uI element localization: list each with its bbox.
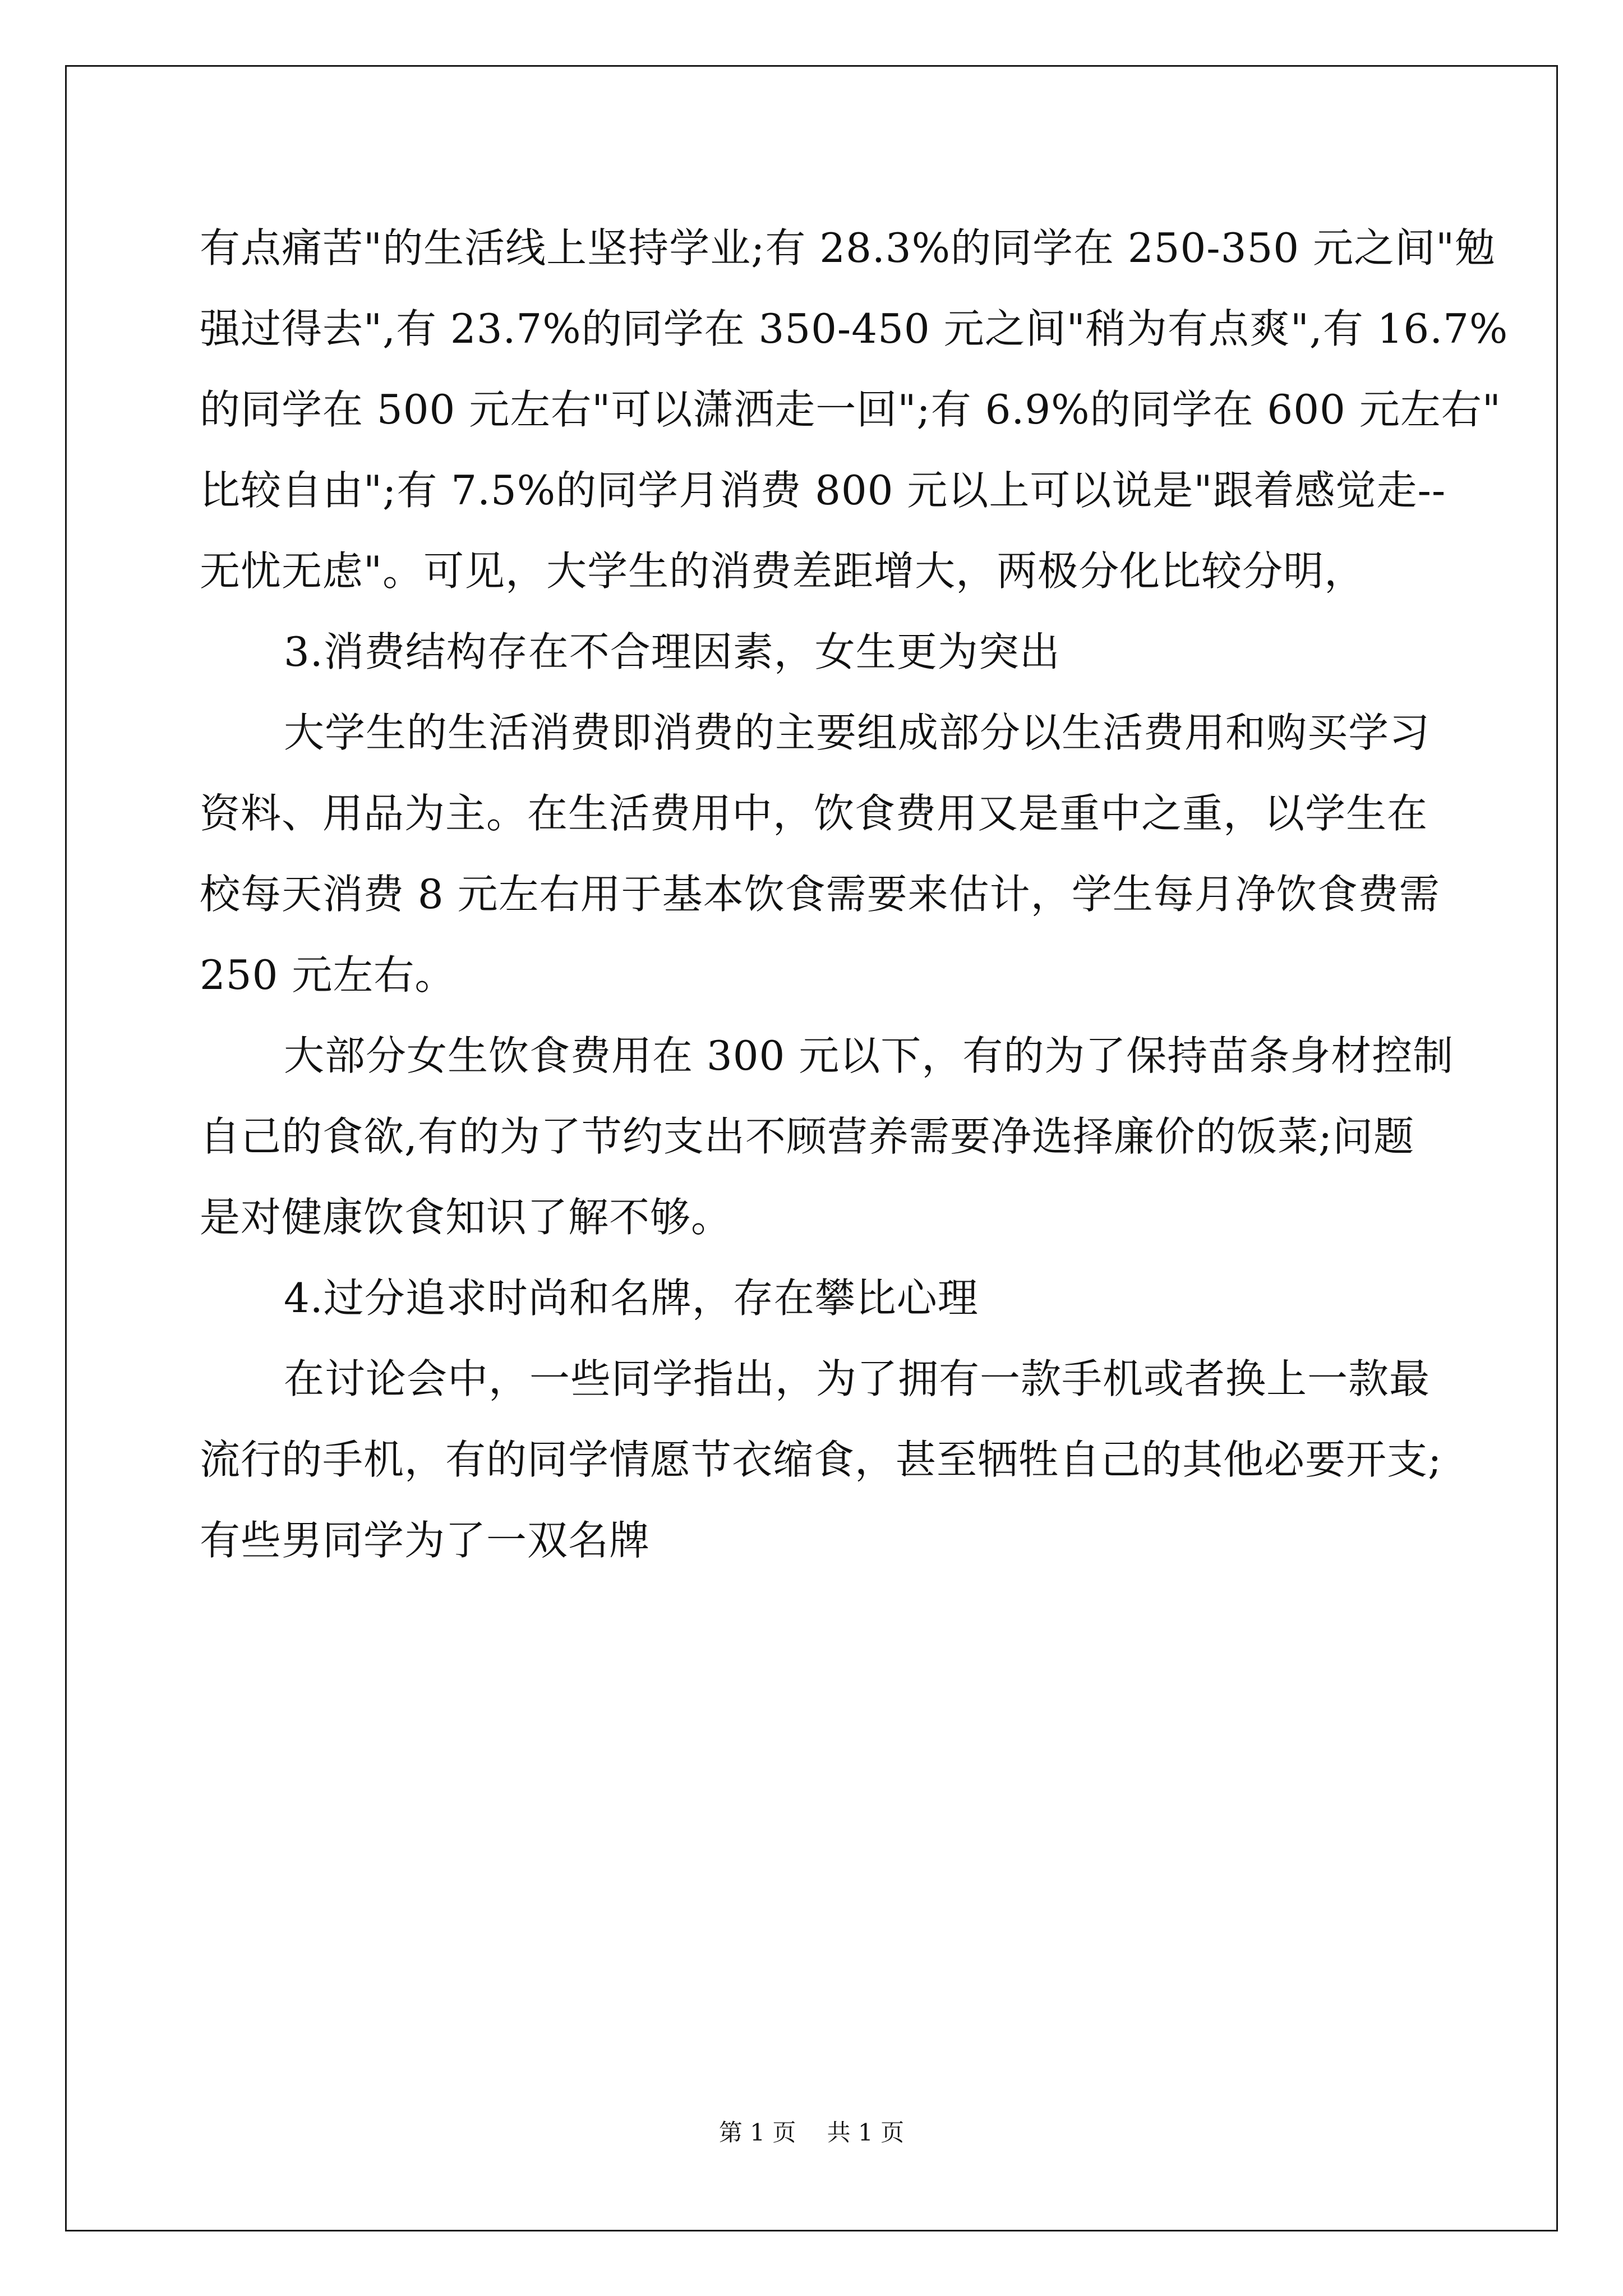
text-line: 有些男同学为了一双名牌 (200, 1517, 651, 1564)
section-heading: 3.消费结构存在不合理因素，女生更为突出 (284, 628, 1061, 675)
page-number-footer: 第 1 页 共 1 页 (718, 2119, 905, 2146)
text-line: 是对健康饮食知识了解不够。 (200, 1194, 732, 1241)
text-line: 资料、用品为主。在生活费用中，饮食费用又是重中之重，以学生在 (200, 790, 1428, 837)
text-line: 有点痛苦"的生活线上坚持学业;有 28.3%的同学在 250-350 元之间"勉 (200, 224, 1496, 272)
text-line: 250 元左右。 (200, 951, 456, 999)
section-heading: 4.过分追求时尚和名牌，存在攀比心理 (284, 1274, 979, 1322)
text-line: 流行的手机，有的同学情愿节衣缩食，甚至牺牲自己的其他必要开支; (200, 1436, 1442, 1483)
document-body (200, 208, 1509, 1581)
paragraph-first-line: 在讨论会中，一些同学指出，为了拥有一款手机或者换上一款最 (284, 1355, 1431, 1402)
text-line: 的同学在 500 元左右"可以潇洒走一回";有 6.9%的同学在 600 元左右" (200, 386, 1501, 433)
text-line: 无忧无虑"。可见，大学生的消费差距增大，两极分化比较分明， (200, 547, 1366, 595)
text-line: 强过得去",有 23.7%的同学在 350-450 元之间"稍为有点爽",有 16.7% (200, 305, 1509, 352)
text-line: 校每天消费 8 元左右用于基本饮食需要来估计，学生每月净饮食费需 (200, 871, 1440, 918)
text-line: 比较自由";有 7.5%的同学月消费 800 元以上可以说是"跟着感觉走-- (200, 467, 1446, 514)
paragraph-first-line: 大部分女生饮食费用在 300 元以下，有的为了保持苗条身材控制 (284, 1032, 1454, 1079)
paragraph-first-line: 大学生的生活消费即消费的主要组成部分以生活费用和购买学习 (284, 709, 1431, 756)
text-line: 自己的食欲,有的为了节约支出不顾营养需要净选择廉价的饭菜;问题 (200, 1113, 1415, 1160)
